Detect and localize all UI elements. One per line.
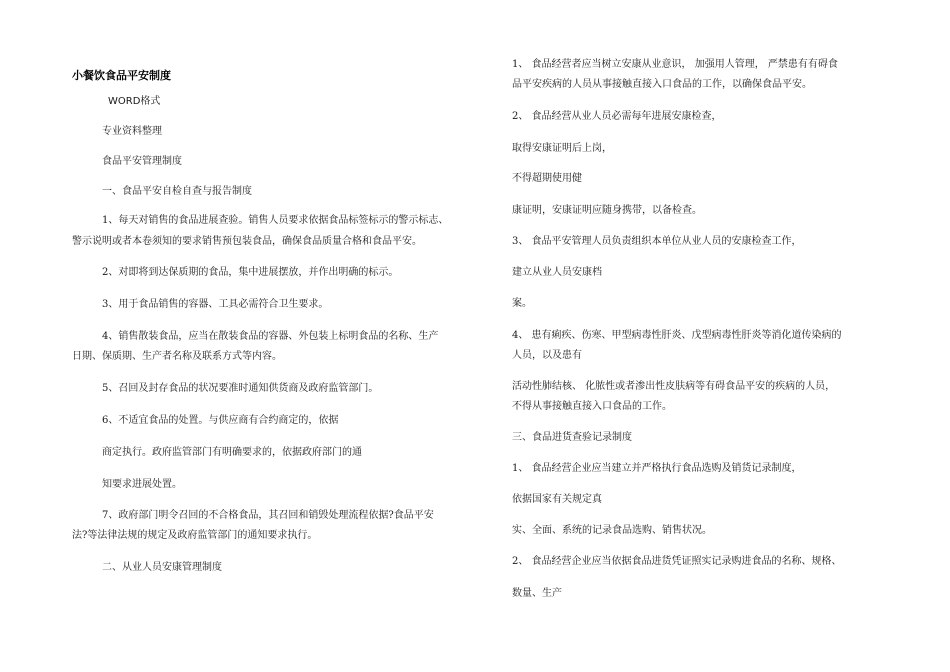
right-line: 2、 食品经营企业应当依据食品进货凭证照实记录购进食品的名称、规格、 [512,556,842,567]
right-line: 不得超期使用健 [512,173,582,184]
right-line: 人员，以及患有 [512,350,582,361]
left-line: 2、对即将到达保质期的食品，集中进展摆放，并作出明确的标示。 [102,267,399,278]
left-line: 6、不适宜食品的处置。与供应商有合约商定的，依据 [102,415,339,426]
left-line: 5、召回及封存食品的状况要准时通知供货商及政府监管部门。 [102,383,379,394]
doc-format-label: WORD格式 [108,96,161,107]
right-line: 1、 食品经营企业应当建立并严格执行食品选购及销货记录制度， [512,463,802,474]
right-line: 4、 患有痢疾、伤寒、甲型病毒性肝炎、戊型病毒性肝炎等消化道传染病的 [512,330,842,341]
left-line: 日期、保质期、生产者名称及联系方式等内容。 [72,351,282,362]
right-line: 案。 [512,298,532,309]
document-title: 小餐饮食品平安制度 [72,69,171,82]
left-line: 4、销售散装食品，应当在散装食品的容器、外包装上标明食品的名称、生产 [102,331,439,342]
left-line: 食品平安管理制度 [102,156,182,167]
left-line: 7、政府部门明令召回的不合格食品，其召回和销毁处理流程依据?食品平安 [102,510,434,521]
left-line: 法?等法律法规的规定及政府监管部门的通知要求执行。 [72,530,318,541]
right-line: 3、 食品平安管理人员负责组织本单位从业人员的安康检查工作， [512,236,802,247]
right-line: 不得从事接触直接入口食品的工作。 [512,401,672,412]
left-line: 专业资料整理 [102,126,162,137]
right-line: 依据国家有关规定真 [512,494,602,505]
right-line: 康证明，安康证明应随身携带，以备检查。 [512,205,702,216]
left-line: 知要求进展处置。 [102,479,182,490]
right-line: 2、 食品经营从业人员必需每年进展安康检查， [512,111,722,122]
left-line: 商定执行。政府监管部门有明确要求的，依据政府部门的通 [102,447,362,458]
section-heading: 一、食品平安自检自查与报告制度 [102,186,252,197]
left-line: 3、用于食品销售的容器、工具必需符合卫生要求。 [102,299,329,310]
right-line: 取得安康证明后上岗， [512,143,612,154]
section-heading: 三、食品进货查验记录制度 [512,432,632,443]
right-line: 活动性肺结核、 化脓性或者渗出性皮肤病等有碍食品平安的疾病的人员， [512,381,836,392]
section-heading: 二、从业人员安康管理制度 [102,562,222,573]
right-line: 数量、生产 [512,588,562,599]
right-line: 品平安疾病的人员从事接触直接入口食品的工作，以确保食品平安。 [512,79,812,90]
right-line: 1、 食品经营者应当树立安康从业意识， 加强用人管理， 严禁患有有碍食 [512,59,838,70]
right-line: 建立从业人员安康档 [512,267,602,278]
left-line: 1、每天对销售的食品进展查验。销售人员要求依据食品标签标示的警示标志、 [102,215,449,226]
right-line: 实、全面、系统的记录食品选购、销售状况。 [512,525,712,536]
left-line: 警示说明或者本卷须知的要求销售预包装食品，确保食品质量合格和食品平安。 [72,236,422,247]
